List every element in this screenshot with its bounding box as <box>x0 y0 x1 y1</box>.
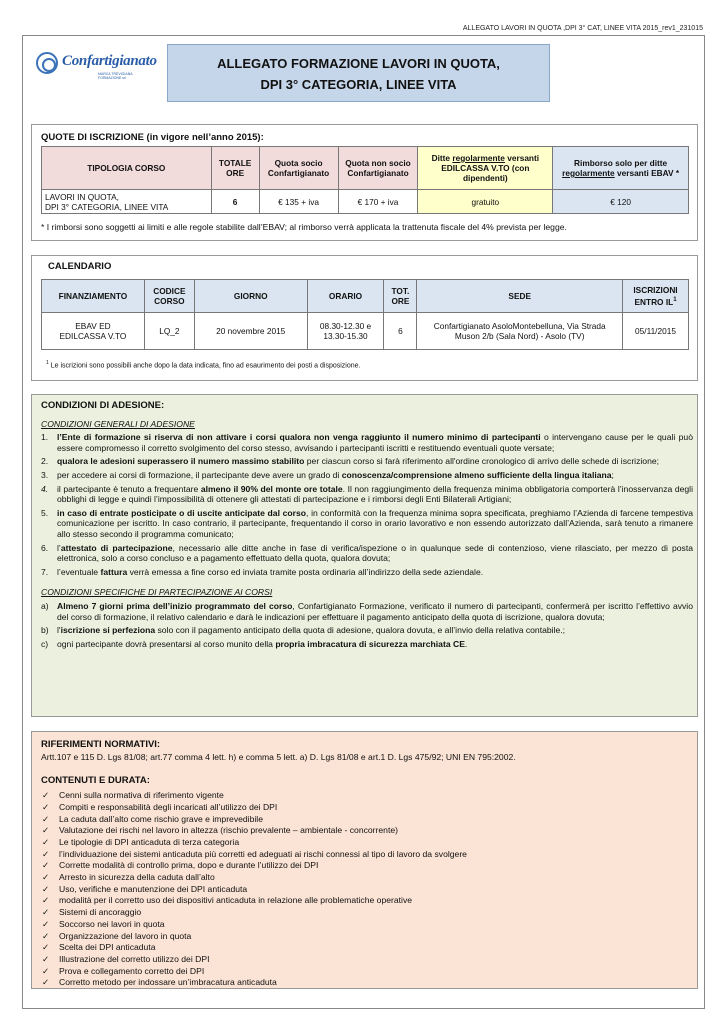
calendar-data-row <box>42 313 689 350</box>
specific-condition-item <box>41 639 693 650</box>
header-finanziamento: FINANZIAMENTO <box>42 280 145 313</box>
check-icon: ✓ <box>42 790 50 801</box>
content-list-item <box>41 966 691 978</box>
content-list-item-text: Valutazione dei rischi nel lavoro in altezza (rischio prevalente – ambientale - concorrente) <box>59 825 398 836</box>
logo-subtext: MARCA TREVIGIANA FORMAZIONE srl <box>98 72 133 80</box>
header-rimborso-ebav: Rimborso solo per ditte regolarmente versanti EBAV * <box>553 147 689 190</box>
general-condition-item-number: 4. <box>41 483 49 494</box>
check-icon: ✓ <box>42 977 50 988</box>
content-list-item-text: Prova e collegamento corretto dei DPI <box>59 965 205 976</box>
content-list-item-text: Compiti e responsabilità degli incaricati all’utilizzo dei DPI <box>59 801 278 812</box>
calendar-title: CALENDARIO <box>48 261 112 272</box>
check-icon: ✓ <box>42 953 50 964</box>
specific-condition-item-text: Almeno 7 giorni prima dell’inizio programmato del corso, Confartigianato Formazione, verificato il numero di partecipanti, confermerà per iscritto l’effettivo avvio del corso di formazione, il relativo calendario e darà le indicazioni per effettuare il pagamento anticipato della quota di iscrizione, qualora dovuta; <box>57 600 693 622</box>
cell-sede: Confartigianato AsoloMontebelluna, Via Strada Muson 2/b (Sala Nord) - Asolo (TV) <box>417 313 623 350</box>
content-list-item-text: Illustrazione del corretto utilizzo dei DPI <box>59 953 210 964</box>
cell-socio: € 135 + iva <box>259 190 338 214</box>
quote-header-row <box>42 147 689 190</box>
general-condition-item-number: 7. <box>41 566 49 577</box>
title-line-2: DPI 3° CATEGORIA, LINEE VITA <box>260 77 457 92</box>
content-list-item-text: l’individuazione dei sistemi anticaduta più corretti ed adeguati ai rischi connessi al tipo di lavoro da svolgere <box>59 848 467 859</box>
specific-conditions-title: CONDIZIONI SPECIFICHE DI PARTECIPAZIONE AI CORSI <box>41 587 273 598</box>
header-quota-socio: Quota socio Confartigianato <box>259 147 338 190</box>
header-giorno: GIORNO <box>194 280 307 313</box>
check-icon: ✓ <box>42 836 50 847</box>
check-icon: ✓ <box>42 907 50 918</box>
content-list-item <box>41 825 691 837</box>
general-condition-item-text: per accedere ai corsi di formazione, il partecipante deve avere un grado di conoscenza/comprensione almeno sufficiente della lingua italiana; <box>57 469 614 480</box>
general-condition-item <box>41 484 693 505</box>
check-icon: ✓ <box>42 813 50 824</box>
general-condition-item-text: qualora le adesioni superassero il numero massimo stabilito per ciascun corso si farà riferimento all'ordine cronologico di arrivo delle schede di iscrizione; <box>57 456 660 467</box>
cell-orario: 08.30-12.30 e 13.30-15.30 <box>307 313 384 350</box>
check-icon: ✓ <box>42 895 50 906</box>
conditions-title: CONDIZIONI DI ADESIONE: <box>41 400 165 411</box>
general-condition-item <box>41 432 693 453</box>
general-conditions-list <box>41 432 693 577</box>
specific-conditions-list <box>41 601 693 649</box>
general-condition-item <box>41 508 693 540</box>
content-list-item-text: Corrette modalità di controllo prima, dopo e durante l’utilizzo dei DPI <box>59 860 319 871</box>
content-list-item-text: Scelta dei DPI anticaduta <box>59 942 156 953</box>
calendar-table <box>41 279 689 350</box>
specific-condition-item <box>41 625 693 636</box>
quote-title: QUOTE DI ISCRIZIONE (in vigore nell’anno 2015): <box>41 132 264 143</box>
content-list-item-text: Uso, verifiche e manutenzione dei DPI anticaduta <box>59 883 248 894</box>
cell-tipologia: LAVORI IN QUOTA, DPI 3° CATEGORIA, LINEE VITA <box>42 190 212 214</box>
content-list-item <box>41 884 691 896</box>
specific-condition-item-number: c) <box>41 638 49 649</box>
general-condition-item <box>41 567 693 578</box>
general-condition-item <box>41 470 693 481</box>
cell-iscrizioni: 05/11/2015 <box>623 313 689 350</box>
quote-data-row <box>42 190 689 214</box>
cell-rimborso: € 120 <box>553 190 689 214</box>
specific-condition-item-text: l'iscrizione si perfeziona solo con il pagamento anticipato della quota di adesione, qualora dovuta, e all’invio della relativa contabile.; <box>57 625 566 636</box>
content-list-item <box>41 849 691 861</box>
general-condition-item-number: 1. <box>41 432 49 443</box>
content-list-item <box>41 860 691 872</box>
content-list-item-text: Soccorso nei lavori in quota <box>59 918 165 929</box>
check-icon: ✓ <box>42 860 50 871</box>
content-list-item-text: Le tipologie di DPI anticaduta di terza categoria <box>59 836 240 847</box>
quote-table <box>41 146 689 214</box>
content-list-item <box>41 895 691 907</box>
content-list-item <box>41 802 691 814</box>
content-list-item-text: Cenni sulla normativa di riferimento vigente <box>59 790 224 801</box>
header-totale-ore: TOTALE ORE <box>211 147 259 190</box>
content-list-item-text: La caduta dall’alto come rischio grave e imprevedibile <box>59 813 263 824</box>
content-list-item <box>41 907 691 919</box>
general-condition-item-number: 3. <box>41 469 49 480</box>
cell-codice: LQ_2 <box>144 313 194 350</box>
content-list-item <box>41 919 691 931</box>
content-list-item-text: Arresto in sicurezza della caduta dall’alto <box>59 872 215 883</box>
content-list-item <box>41 977 691 989</box>
header-iscrizioni: ISCRIZIONI ENTRO $IL^1$ <box>623 280 689 313</box>
check-icon: ✓ <box>42 872 50 883</box>
general-condition-item <box>41 543 693 564</box>
check-icon: ✓ <box>42 918 50 929</box>
check-icon: ✓ <box>42 883 50 894</box>
header-ditte-edilcassa: Ditte regolarmente versanti EDILCASSA V.TO (con dipendenti) <box>418 147 553 190</box>
logo-text: Confartigianato <box>62 53 157 69</box>
quote-section <box>31 124 698 241</box>
header-tot-ore: TOT. ORE <box>384 280 417 313</box>
cell-non-socio: € 170 + iva <box>338 190 418 214</box>
content-list-item <box>41 954 691 966</box>
specific-condition-item-text: ogni partecipante dovrà presentarsi al corso munito della propria imbracatura di sicurezza marchiata CE. <box>57 638 468 649</box>
header-sede: SEDE <box>417 280 623 313</box>
check-icon: ✓ <box>42 825 50 836</box>
general-condition-item-text: l’attestato di partecipazione, necessario alle ditte anche in fase di verifica/ispezione o in qualunque sede di contenzioso, viene rilasciato, per mezzo di posta elettronica, solo a corso concluso e a pagamento effettuato della quota, qualora dovuta; <box>57 542 694 564</box>
title-line-1: ALLEGATO FORMAZIONE LAVORI IN QUOTA, <box>217 56 500 71</box>
content-list-item <box>41 931 691 943</box>
contents-title: CONTENUTI E DURATA: <box>41 775 150 787</box>
check-icon: ✓ <box>42 965 50 976</box>
content-list-item-text: Corretto metodo per indossare un’imbracatura anticaduta <box>59 977 277 988</box>
contents-list <box>41 790 691 989</box>
general-condition-item-text: il partecipante è tenuto a frequentare almeno il 90% del monte ore totale. Il non raggiungimento della frequenza minima obbligatoria comporterà l’inosservanza degli obblighi di legge e quindi l’impossibilità di ottenere gli attestati di partecipazione e i rimborsi degli Enti Bilaterali Artigiani; <box>57 483 693 505</box>
content-list-item-text: Organizzazione del lavoro in quota <box>59 930 192 941</box>
general-condition-item-number: 2. <box>41 456 49 467</box>
general-condition-item-number: 6. <box>41 542 49 553</box>
general-condition-item-text: l’Ente di formazione si riserva di non attivare i corsi qualora non venga raggiunto il numero minimo di partecipanti o intervengano cause per le quali può essere compromesso il corretto svolgimento del corso stesso, avvisando i partecipanti iscritti e restituendo eventuali quote versate; <box>57 432 693 453</box>
references-text: Artt.107 e 115 D. Lgs 81/08; art.77 comma 4 lett. h) e comma 5 lett. a) D. Lgs 81/08 e art.1 D. Lgs 475/92; UNI EN 795:2002. <box>41 751 516 762</box>
general-condition-item-text: in caso di entrate posticipate o di uscite anticipate dal corso, in conformità con la frequenza minima sopra specificata, preghiamo l’Azienda di farcene tempestiva comunicazione per iscritto. In caso contrario, il partecipante, frequentando il corso in orario lavorativo e non essendo autorizzato dall’Azienda, sarà tenuto a rimanere allo stesso secondo il programma comunicato; <box>57 507 693 539</box>
content-list-item <box>41 790 691 802</box>
check-icon: ✓ <box>42 942 50 953</box>
references-section <box>31 731 698 989</box>
specific-condition-item-number: b) <box>41 625 49 636</box>
calendar-section <box>31 255 698 381</box>
check-icon: ✓ <box>42 930 50 941</box>
conditions-section <box>31 394 698 717</box>
specific-condition-item <box>41 601 693 622</box>
references-title: RIFERIMENTI NORMATIVI: <box>41 739 161 750</box>
general-condition-item-number: 5. <box>41 507 49 518</box>
header-quota-non-socio: Quota non socio Confartigianato <box>338 147 418 190</box>
header-orario: ORARIO <box>307 280 384 313</box>
document-title-box <box>167 44 550 102</box>
quote-footnote: * I rimborsi sono soggetti ai limiti e alle regole stabilite dall’EBAV; al rimborso verrà applicata la trattenuta fiscale del 4% prevista per legge. <box>41 222 567 232</box>
calendar-footnote: $^1$ Le iscrizioni sono possibili anche dopo la data indicata, fino ad esaurimento dei posti a disposizione. <box>46 360 361 370</box>
check-icon: ✓ <box>42 801 50 812</box>
document-reference: ALLEGATO LAVORI IN QUOTA ,DPI 3° CAT, LINEE VITA 2015_rev1_231015 <box>462 25 703 32</box>
confartigianato-logo <box>36 50 157 92</box>
content-list-item-text: modalità per il corretto uso dei dispositivi anticaduta in relazione alle problematiche operative <box>59 895 413 906</box>
general-conditions-title: CONDIZIONI GENERALI DI ADESIONE <box>41 418 195 429</box>
header-codice-corso: CODICE CORSO <box>144 280 194 313</box>
cell-giorno: 20 novembre 2015 <box>194 313 307 350</box>
cell-tot-ore: 6 <box>384 313 417 350</box>
general-condition-item <box>41 456 693 467</box>
header-tipologia: TIPOLOGIA CORSO <box>42 147 212 190</box>
content-list-item <box>41 942 691 954</box>
calendar-header-row <box>42 280 689 313</box>
content-list-item <box>41 814 691 826</box>
general-condition-item-text: l’eventuale fattura verrà emessa a fine corso ed inviata tramite posta ordinaria all’indirizzo della sede aziendale. <box>57 566 484 577</box>
content-list-item <box>41 837 691 849</box>
content-list-item <box>41 872 691 884</box>
cell-ditte: gratuito <box>418 190 553 214</box>
logo-ring-icon <box>36 52 58 74</box>
content-list-item-text: Sistemi di ancoraggio <box>59 907 142 918</box>
specific-condition-item-number: a) <box>41 600 49 611</box>
cell-ore: 6 <box>211 190 259 214</box>
cell-finanziamento: EBAV ED EDILCASSA V.TO <box>42 313 145 350</box>
check-icon: ✓ <box>42 848 50 859</box>
